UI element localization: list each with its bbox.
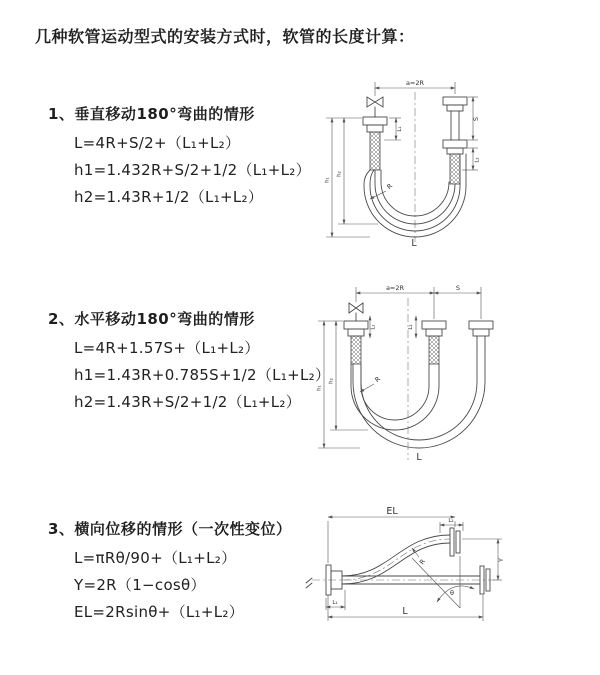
d2-braided-hose-left (351, 336, 361, 364)
d2-label-s: S (455, 284, 461, 292)
d1-dimension-l2 (462, 148, 481, 170)
d3-dimension-y (462, 539, 505, 580)
formula-s3-el: EL=2Rsinθ+（L₁+L₂） (74, 603, 245, 621)
formula-s2-h1: h1=1.43R+0.785S+1/2（L₁+L₂） (74, 366, 331, 384)
d2-radius-callout (360, 375, 382, 392)
d3-hose-curve (342, 535, 450, 584)
formula-s3-y: Y=2R（1−cosθ） (74, 576, 206, 594)
formula-s1-length: L=4R+S/2+（L₁+L₂） (74, 134, 241, 152)
d2-dimension-s (434, 284, 481, 319)
formula-s2-length: L=4R+1.57S+（L₁+L₂） (74, 339, 260, 357)
section-lateral-displacement (48, 518, 292, 621)
d1-label-h2: h₂ (336, 171, 343, 177)
d3-radius-callout (412, 548, 427, 566)
d1-label-h1: h₁ (324, 177, 331, 183)
d2-dimension-a2r (356, 284, 434, 319)
d3-label-l1: L₁ (332, 600, 338, 606)
section-vertical-bend (48, 103, 311, 206)
d3-upper-flange (450, 528, 460, 556)
d2-braided-hose-middle (429, 336, 439, 364)
d2-dimension-l2 (408, 316, 416, 338)
d3-label-theta: θ (450, 589, 454, 597)
d2-label-l1: L₁ (370, 324, 377, 330)
d2-label-l2: L₂ (408, 324, 414, 330)
d1-label-l: L (411, 238, 417, 249)
page-title: 几种软管运动型式的安装方式时，软管的长度计算： (35, 27, 415, 46)
d2-label-l: L (416, 452, 422, 463)
d1-label-s: S (472, 116, 480, 122)
d1-valve-icon (367, 97, 383, 117)
d3-label-y: Y (497, 558, 505, 562)
d2-dimension-h2 (329, 321, 369, 430)
formula-s1-h2: h2=1.43R+1/2（L₁+L₂） (74, 188, 264, 206)
formula-s2-h2: h2=1.43R+S/2+1/2（L₁+L₂） (74, 393, 302, 411)
d2-middle-pipe-fitting (422, 321, 446, 364)
d2-label-r: R (373, 374, 383, 384)
d2-right-pipe-fitting (469, 321, 493, 348)
d1-label-a2r: a=2R (405, 79, 425, 87)
d1-label-l1: L₁ (397, 126, 403, 132)
d1-label-l2: L₂ (474, 157, 481, 163)
d3-label-l2: L₂ (448, 518, 454, 524)
d3-label-r: R (417, 557, 427, 567)
section-2-heading: 2、水平移动180°弯曲的情形 (48, 310, 255, 328)
horizontal-bend-diagram (308, 278, 596, 468)
d3-dimension-el (328, 506, 455, 563)
d1-right-pipe-fitting (443, 97, 467, 184)
d2-dimension-l1 (370, 316, 377, 338)
lateral-displacement-diagram (300, 495, 600, 650)
section-1-heading: 1、垂直移动180°弯曲的情形 (48, 105, 255, 123)
formula-s3-length: L=πRθ/90+（L₁+L₂） (74, 549, 237, 567)
d2-valve-icon (349, 303, 363, 321)
d1-label-r: R (385, 181, 395, 191)
vertical-bend-diagram (312, 72, 594, 250)
d3-dimension-l1 (326, 590, 345, 610)
d2-label-h1: h₁ (316, 385, 323, 391)
d2-label-a2r: a=2R (385, 284, 405, 292)
centerline-break-mark (306, 578, 312, 588)
d1-braided-hose-right (450, 154, 460, 184)
d1-braided-hose-left (370, 132, 380, 170)
d3-label-l: L (402, 606, 408, 617)
d2-hose-curves (351, 348, 485, 448)
d1-dimension-s (468, 97, 480, 140)
section-3-heading: 3、横向位移的情形（一次性变位） (48, 520, 292, 538)
d1-dimension-h1 (325, 118, 371, 237)
d1-left-pipe-fitting (363, 117, 387, 170)
d2-label-h2: h₂ (328, 378, 335, 384)
formula-s1-h1: h1=1.432R+S/2+1/2（L₁+L₂） (74, 161, 311, 179)
d2-left-pipe-fitting (344, 321, 368, 364)
section-horizontal-bend (48, 308, 331, 411)
d3-label-el: EL (386, 506, 398, 517)
